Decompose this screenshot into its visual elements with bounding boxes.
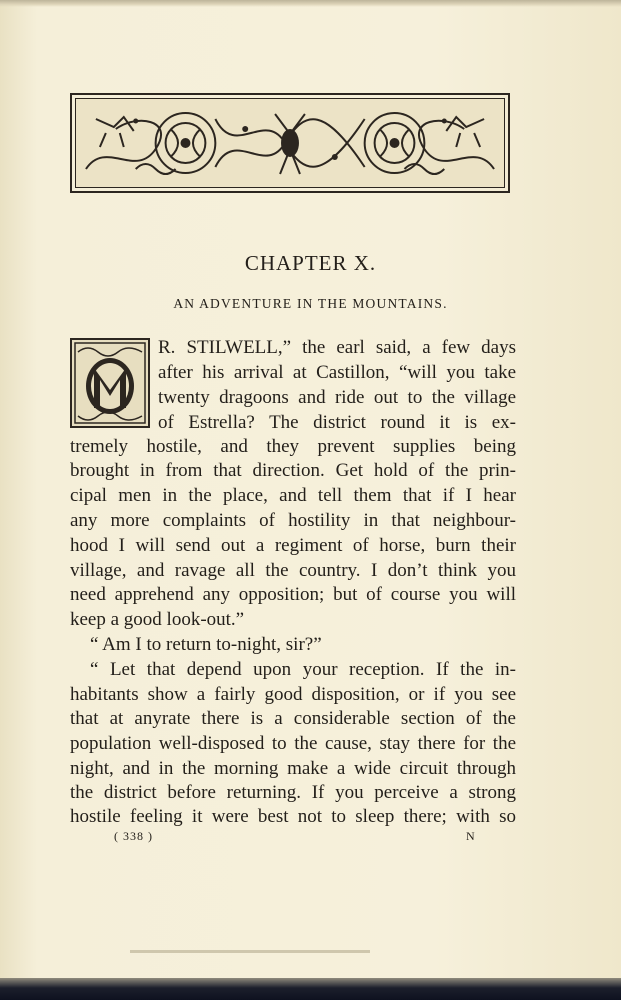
page-number: ( 338 ) [114,829,153,843]
text-line-2: after his arrival at Castillon, “will you take [158,362,516,383]
text-line-3: twenty dragoons and ride out to the village [158,387,516,408]
text-line-15: habitants show a fairly good disposition, or if you see [70,684,516,705]
page-top-edge [0,0,621,7]
text-line-13: “ Am I to return to-night, sir?” [90,634,322,655]
drop-cap-M-icon [70,338,150,428]
text-line-11: need apprehend any opposition; but of course you will [70,584,516,605]
text-line-19: the district before returning. If you perceive a strong [70,782,516,803]
chapter-subtitle: AN ADVENTURE IN THE MOUNTAINS. [173,296,448,311]
text-line-17: population well-disposed to the cause, stay there for the [70,733,516,754]
text-line-12: keep a good look-out.” [70,609,245,630]
text-line-9: hood I will send out a regiment of horse, burn their [70,535,516,556]
chapter-title: CHAPTER X. [244,251,377,275]
underlying-page-edge [130,950,370,953]
text-line-16: that at anyrate there is a considerable section of the [70,708,516,729]
signature-mark: N [466,829,476,843]
text-line-18: night, and in the morning make a wide circuit through [70,758,516,779]
text-line-5: tremely hostile, and they prevent supplies being [70,436,516,457]
text-line-10: village, and ravage all the country. I don’t think you [70,560,516,581]
text-line-4: of Estrella? The district round it is ex- [158,412,516,433]
ornamental-header-icon [70,93,510,193]
text-line-20: hostile feeling it were best not to sleep there; with so [70,806,516,827]
page-bottom-edge [0,978,621,1000]
text-line-14: “ Let that depend upon your reception. If the in- [90,659,516,680]
text-line-1: R. STILWELL,” the earl said, a few days [158,337,516,358]
text-line-7: cipal men in the place, and tell them that if I hear [70,485,516,506]
text-line-6: brought in from that direction. Get hold of the prin- [70,460,516,481]
text-line-8: any more complaints of hostility in that neighbour- [70,510,516,531]
